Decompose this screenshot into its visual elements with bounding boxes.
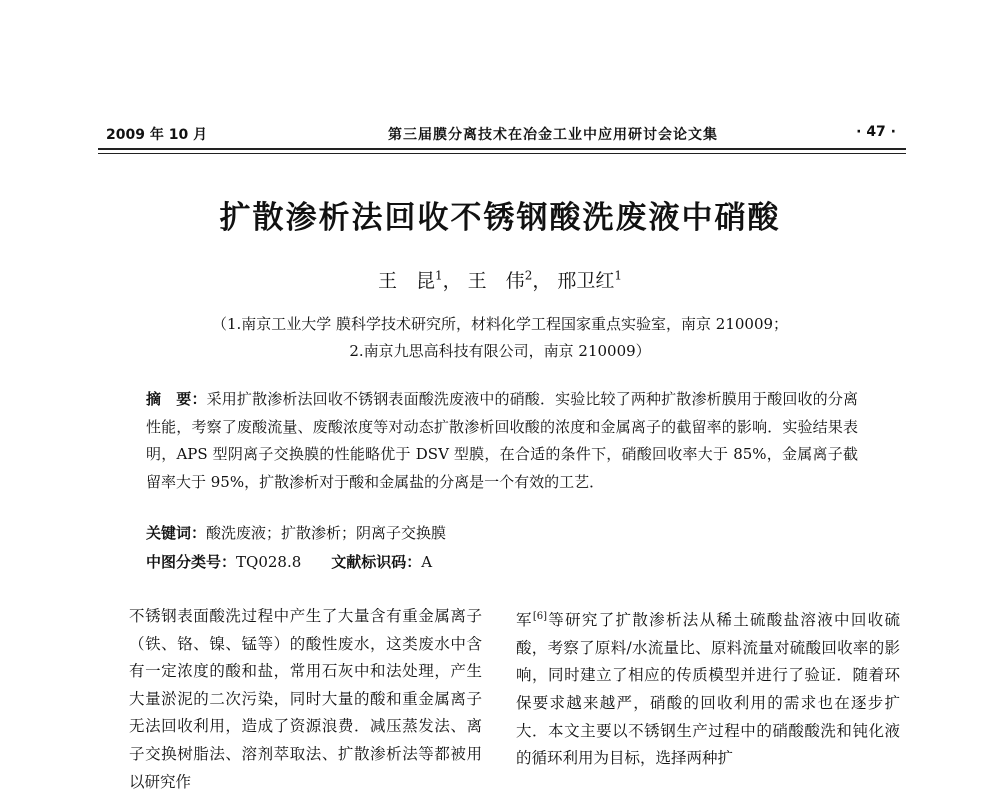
affiliation-line: （1.南京工业大学 膜科学技术研究所，材料化学工程国家重点实验室，南京 210009； — [211, 315, 789, 333]
header-date: 2009 年 10 月 — [106, 127, 208, 143]
running-header — [98, 124, 906, 146]
document-code-value: A — [421, 553, 433, 571]
abstract-text: 采用扩散渗析法回收不锈钢表面酸洗废液中的硝酸．实验比较了两种扩散渗析膜用于酸回收的分离性能，考察了废酸流量、废酸浓度等对动态扩散渗析回收酸的浓度和金属离子的截留率的影响．实验结果表明，APS 型阴离子交换膜的性能略优于 DSV 型膜，在合适的条件下，硝酸回收率大于 85%，金属离子截留率大于 95%，扩散渗析对于酸和金属盐的分离是一个有效的工艺． — [146, 390, 858, 491]
header-rule-thin — [98, 153, 906, 154]
abstract-label: 摘 要： — [146, 390, 207, 408]
author-affiliation-mark: 2 — [524, 268, 533, 283]
classification-value: TQ028.8 — [236, 553, 302, 571]
header-conference-title: 第三届膜分离技术在冶金工业中应用研讨会论文集 — [388, 127, 718, 143]
author-affiliation-mark: 1 — [614, 268, 623, 283]
body-column-right — [516, 603, 900, 773]
body-paragraph: 不锈钢表面酸洗过程中产生了大量含有重金属离子（铁、铬、镍、锰等）的酸性废水，这类废水中含有一定浓度的酸和盐，常用石灰中和法处理，产生大量淤泥的二次污染，同时大量的酸和重金属离子无法回收利用，造成了资源浪费．减压蒸发法、离子交换树脂法、溶剂萃取法、扩散渗析法等都被用以研究作 — [129, 607, 482, 791]
author-list — [0, 266, 1000, 293]
author-affiliation-mark: 1 — [434, 268, 443, 283]
author-separator: ， — [442, 270, 462, 292]
classification-label: 中图分类号： — [146, 553, 237, 571]
classification-line — [146, 551, 858, 572]
author-name: 王 伟 — [467, 270, 525, 292]
keywords-text: 酸洗废液；扩散渗析；阴离子交换膜 — [206, 524, 447, 542]
author-name: 王 昆 — [377, 270, 435, 292]
header-page-number: · 47 · — [856, 124, 896, 140]
document-code-label: 文献标识码： — [331, 553, 422, 571]
body-text: 军 — [516, 611, 533, 630]
header-rule — [98, 148, 906, 150]
paper-title: 扩散渗析法回收不锈钢酸洗废液中硝酸 — [219, 200, 781, 236]
affiliation-line: 2.南京九思高科技有限公司，南京 210009） — [349, 342, 651, 360]
keywords-label: 关键词： — [146, 524, 207, 542]
author-separator: ， — [532, 270, 552, 292]
body-paragraph — [516, 603, 900, 773]
keywords — [146, 522, 858, 543]
body-column-left — [98, 603, 482, 796]
body-text: 等研究了扩散渗析法从稀土硫酸盐溶液中回收硫酸，考察了原料/水流量比、原料流量对硫酸回收率的影响，同时建立了相应的传质模型并进行了验证．随着环保要求越来越严，硝酸的回收利用的需求也在逐步扩大．本文主要以不锈钢生产过程中的硝酸酸洗和钝化液的循环利用为目标，选择两种扩 — [516, 611, 900, 768]
citation-mark: [6] — [532, 611, 547, 622]
author-name: 邢卫红 — [557, 270, 615, 292]
abstract — [146, 386, 858, 496]
